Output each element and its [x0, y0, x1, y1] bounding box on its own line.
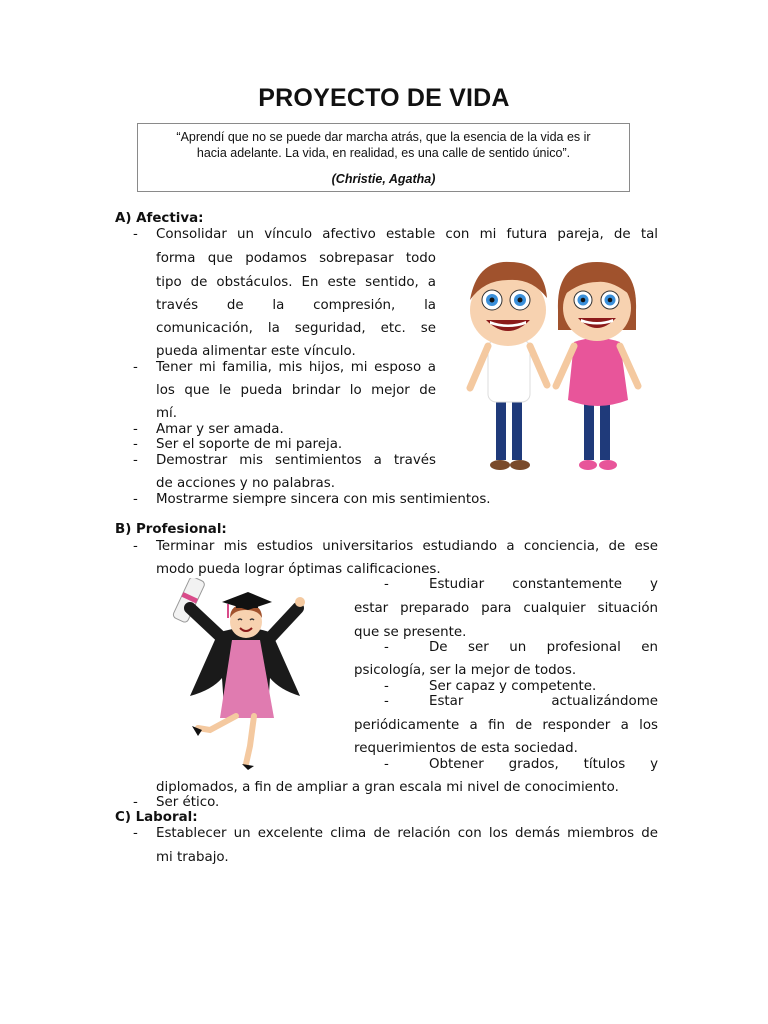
bullet: - [133, 360, 138, 375]
bullet: - [384, 577, 389, 592]
afectiva-item-1-line-6: pueda alimentar este vínculo. [156, 344, 356, 359]
profesional-item-2-line-3: que se presente. [354, 625, 467, 640]
bullet: - [133, 453, 138, 468]
section-heading-afectiva: A) Afectiva: [115, 211, 204, 226]
section-heading-profesional: B) Profesional: [115, 522, 227, 537]
profesional-item-6-line-2: diplomados, a fin de ampliar a gran escala mi nivel de conocimiento. [156, 780, 619, 795]
bullet: - [133, 539, 138, 554]
bullet: - [133, 492, 138, 507]
profesional-item-5-line-1: Estar actualizándome [429, 694, 658, 709]
afectiva-item-5-line-2: de acciones y no palabras. [156, 476, 335, 491]
quote-line-2: hacia adelante. La vida, en realidad, es una calle de sentido único”. [196, 146, 571, 160]
profesional-item-1-line-1: Terminar mis estudios universitarios estudiando a conciencia, de ese [156, 539, 658, 554]
section-heading-laboral: C) Laboral: [115, 810, 198, 825]
afectiva-item-1-line-5: comunicación, la seguridad, etc. se [156, 321, 436, 336]
bullet: - [384, 694, 389, 709]
profesional-item-7: Ser ético. [156, 795, 220, 810]
bullet: - [384, 679, 389, 694]
laboral-item-1-line-1: Establecer un excelente clima de relación con los demás miembros de [156, 826, 658, 841]
profesional-item-6-line-1: Obtener grados, títulos y [429, 757, 658, 772]
bullet: - [133, 437, 138, 452]
afectiva-item-3: Amar y ser amada. [156, 422, 284, 437]
quote-author: (Christie, Agatha) [331, 172, 436, 186]
bullet: - [384, 640, 389, 655]
quote-text [146, 129, 621, 161]
graduate-illustration [150, 578, 340, 773]
girl-figure [556, 262, 638, 470]
couple-illustration [452, 250, 652, 480]
afectiva-item-2-line-1: Tener mi familia, mis hijos, mi esposo a [156, 360, 436, 375]
bullet: - [384, 757, 389, 772]
profesional-item-2-line-2: estar preparado para cualquier situación [354, 601, 658, 616]
page-title: PROYECTO DE VIDA [258, 84, 510, 112]
bullet: - [133, 826, 138, 841]
afectiva-item-1-line-1: Consolidar un vínculo afectivo estable con mi futura pareja, de tal [156, 227, 658, 242]
afectiva-item-6: Mostrarme siempre sincera con mis sentimientos. [156, 492, 491, 507]
afectiva-item-1-line-4: través de la compresión, la [156, 298, 436, 313]
profesional-item-4: Ser capaz y competente. [429, 679, 597, 694]
bullet: - [133, 795, 138, 810]
profesional-item-1-line-2: modo pueda lograr óptimas calificaciones. [156, 562, 441, 577]
laboral-item-1-line-2: mi trabajo. [156, 850, 229, 865]
afectiva-item-5-line-1: Demostrar mis sentimientos a través [156, 453, 436, 468]
afectiva-item-2-line-3: mí. [156, 406, 178, 421]
afectiva-item-2-line-2: los que le pueda brindar lo mejor de [156, 383, 436, 398]
boy-figure [470, 262, 547, 470]
profesional-item-5-line-2: periódicamente a fin de responder a los [354, 718, 658, 733]
profesional-item-5-line-3: requerimientos de esta sociedad. [354, 741, 578, 756]
afectiva-item-4: Ser el soporte de mi pareja. [156, 437, 343, 452]
profesional-item-3-line-1: De ser un profesional en [429, 640, 658, 655]
bullet: - [133, 422, 138, 437]
quote-box [137, 123, 630, 192]
profesional-item-3-line-2: psicología, ser la mejor de todos. [354, 663, 577, 678]
quote-line-1: “Aprendí que no se puede dar marcha atrás, que la esencia de la vida es ir [176, 130, 591, 144]
profesional-item-2-line-1: Estudiar constantemente y [429, 577, 658, 592]
bullet: - [133, 227, 138, 242]
afectiva-item-1-line-2: forma que podamos sobrepasar todo [156, 251, 436, 266]
afectiva-item-1-line-3: tipo de obstáculos. En este sentido, a [156, 275, 436, 290]
